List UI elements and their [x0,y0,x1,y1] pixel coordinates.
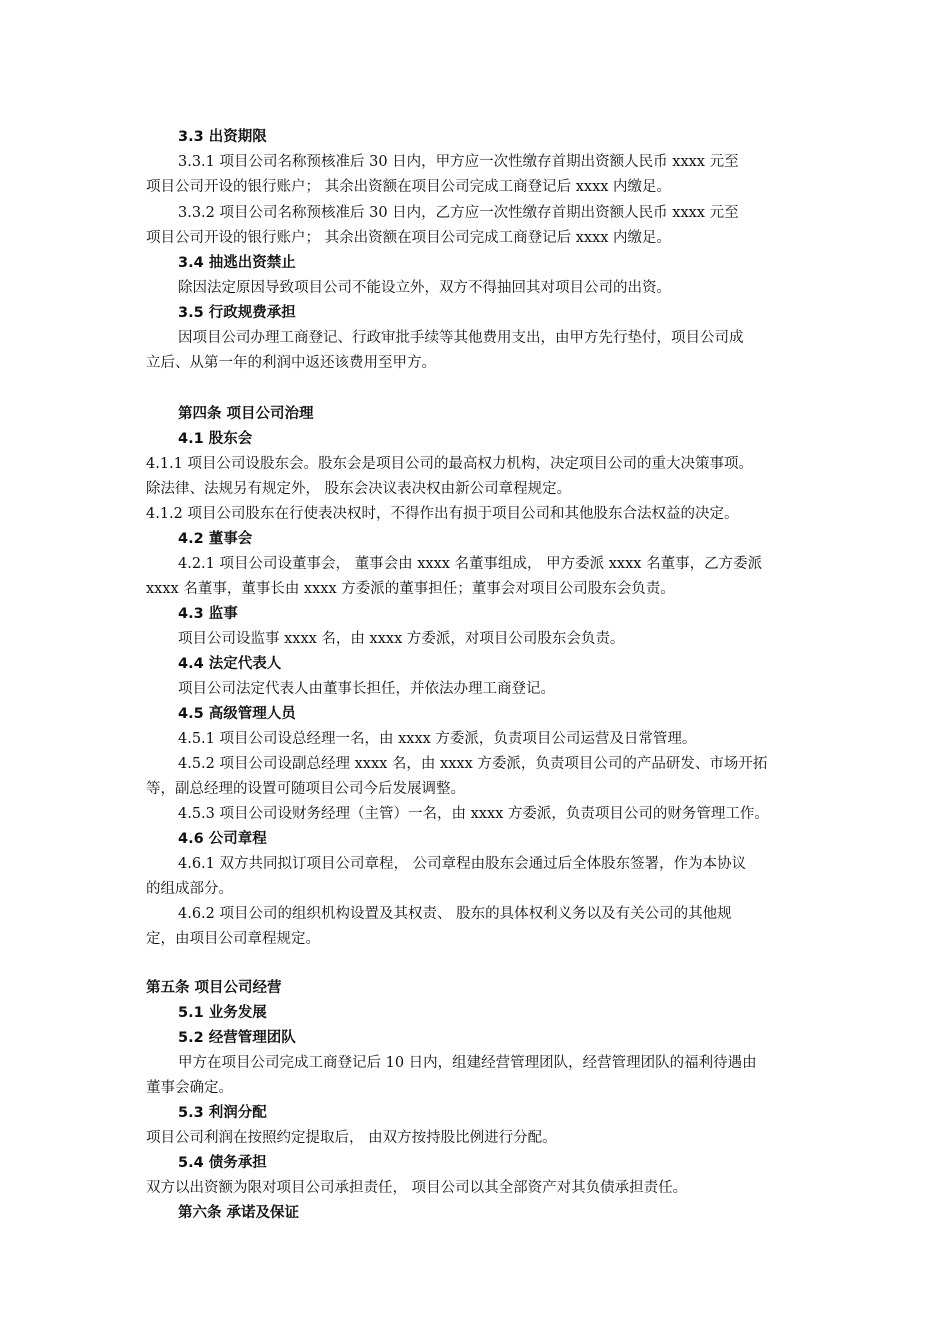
paragraph-4-1-1-line2: 除法律、法规另有规定外， 股东会决议表决权由新公司章程规定。 [146,481,572,497]
paragraph-4-1-2-line1: 4.1.2 项目公司股东在行使表决权时，不得作出有损于项目公司和其他股东合法权益的决定。 [146,506,739,522]
article-heading-6: 第六条 承诺及保证 [178,1205,300,1221]
section-heading-3-4: 3.4 抽逃出资禁止 [178,255,296,271]
paragraph-5-3-line1: 项目公司利润在按照约定提取后， 由双方按持股比例进行分配。 [146,1130,557,1146]
section-heading-4-5: 4.5 高级管理人员 [178,706,296,722]
section-heading-4-6: 4.6 公司章程 [178,831,267,847]
article-heading-4: 第四条 项目公司治理 [178,406,314,422]
paragraph-3-3-1-line1: 3.3.1 项目公司名称预核准后 30 日内，甲方应一次性缴存首期出资额人民币 xxxx 元至 [178,154,739,170]
section-heading-5-4: 5.4 债务承担 [178,1155,267,1171]
paragraph-4-6-1-line1: 4.6.1 双方共同拟订项目公司章程， 公司章程由股东会通过后全体股东签署，作为本协议 [178,856,747,872]
paragraph-3-4-line1: 除因法定原因导致项目公司不能设立外，双方不得抽回其对项目公司的出资。 [178,280,671,296]
paragraph-4-2-1-line1: 4.2.1 项目公司设董事会， 董事会由 xxxx 名董事组成， 甲方委派 xxxx 名董事，乙方委派 [178,556,763,572]
paragraph-4-5-1-line1: 4.5.1 项目公司设总经理一名，由 xxxx 方委派，负责项目公司运营及日常管理。 [178,731,697,747]
paragraph-4-1-1-line1: 4.1.1 项目公司设股东会。股东会是项目公司的最高权力机构，决定项目公司的重大决策事项。 [146,456,753,472]
paragraph-4-3-line1: 项目公司设监事 xxxx 名，由 xxxx 方委派，对项目公司股东会负责。 [178,631,625,647]
paragraph-5-4-line1: 双方以出资额为限对项目公司承担责任， 项目公司以其全部资产对其负债承担责任。 [146,1180,688,1196]
paragraph-4-6-2-line1: 4.6.2 项目公司的组织机构设置及其权责、 股东的具体权利义务以及有关公司的其他规 [178,906,732,922]
paragraph-4-5-2-line2: 等，副总经理的设置可随项目公司今后发展调整。 [146,781,465,797]
section-heading-4-3: 4.3 监事 [178,606,238,622]
section-heading-3-5: 3.5 行政规费承担 [178,305,296,321]
section-heading-3-3: 3.3 出资期限 [178,129,267,145]
paragraph-4-5-3-line1: 4.5.3 项目公司设财务经理（主管）一名，由 xxxx 方委派，负责项目公司的财务管理工作。 [178,806,769,822]
paragraph-5-2-line2: 董事会确定。 [146,1080,233,1096]
paragraph-4-4-line1: 项目公司法定代表人由董事长担任，并依法办理工商登记。 [178,681,555,697]
section-heading-4-2: 4.2 董事会 [178,531,253,547]
article-heading-5: 第五条 项目公司经营 [146,980,282,996]
paragraph-4-5-2-line1: 4.5.2 项目公司设副总经理 xxxx 名，由 xxxx 方委派，负责项目公司的产品研发、市场开拓 [178,756,768,772]
paragraph-3-5-line2: 立后、从第一年的利润中返还该费用至甲方。 [146,355,436,371]
section-heading-4-4: 4.4 法定代表人 [178,656,282,672]
paragraph-4-6-1-line2: 的组成部分。 [146,881,233,897]
paragraph-4-6-2-line2: 定，由项目公司章程规定。 [146,931,320,947]
section-heading-5-1: 5.1 业务发展 [178,1005,267,1021]
section-heading-4-1: 4.1 股东会 [178,431,253,447]
paragraph-3-3-2-line2: 项目公司开设的银行账户； 其余出资额在项目公司完成工商登记后 xxxx 内缴足。 [146,230,672,246]
paragraph-4-2-1-line2: xxxx 名董事，董事长由 xxxx 方委派的董事担任；董事会对项目公司股东会负责。 [146,581,675,597]
paragraph-3-5-line1: 因项目公司办理工商登记、行政审批手续等其他费用支出，由甲方先行垫付，项目公司成 [178,330,744,346]
section-heading-5-2: 5.2 经营管理团队 [178,1030,296,1046]
section-heading-5-3: 5.3 利润分配 [178,1105,267,1121]
paragraph-5-2-line1: 甲方在项目公司完成工商登记后 10 日内，组建经营管理团队，经营管理团队的福利待遇由 [178,1055,757,1071]
paragraph-3-3-1-line2: 项目公司开设的银行账户； 其余出资额在项目公司完成工商登记后 xxxx 内缴足。 [146,179,672,195]
paragraph-3-3-2-line1: 3.3.2 项目公司名称预核准后 30 日内，乙方应一次性缴存首期出资额人民币 xxxx 元至 [178,205,739,221]
